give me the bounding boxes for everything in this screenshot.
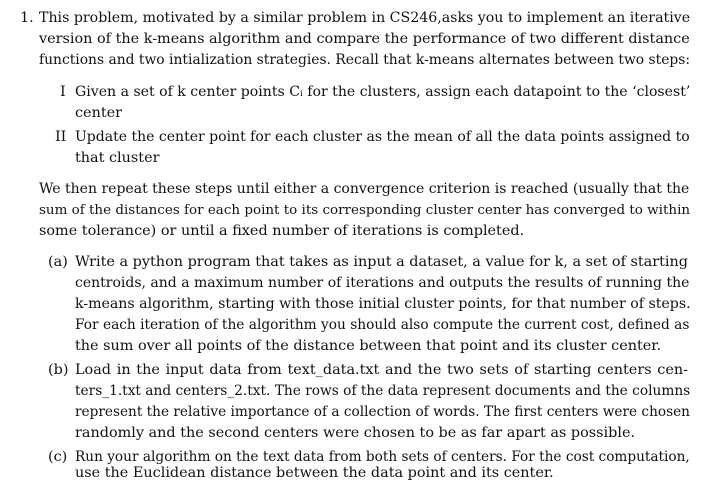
repeat-line: We then repeat these steps until either a convergence criterion is reached (usually that the (39, 181, 690, 197)
part-line: randomly and the second centers were chosen to be as far apart as possible. (75, 425, 636, 441)
step-marker: II (55, 129, 67, 145)
part-line: k-means algorithm, starting with those initial cluster points, for that number of steps. (75, 296, 691, 312)
part-line: Write a python program that takes as input a dataset, a value for k, a set of starting (75, 254, 688, 270)
repeat-line: some tolerance) or until a fixed number of iterations is completed. (39, 223, 525, 239)
step-line: center (75, 105, 123, 121)
part-label: (c) (48, 449, 68, 465)
intro-line: This problem, motivated by a similar problem in CS246,asks you to implement an iterative (39, 10, 691, 26)
part-label: (b) (48, 362, 69, 378)
part-line: ters_1.txt and centers_2.txt. The rows of the data represent documents and the columns (75, 383, 691, 399)
part-line: For each iteration of the algorithm you should also compute the current cost, defined as (75, 317, 690, 333)
intro-line: version of the k-means algorithm and compare the performance of two different distance (39, 31, 690, 47)
part-line: represent the relative importance of a collection of words. The first centers were chosen (75, 404, 690, 420)
step-line: that cluster (75, 150, 160, 166)
part-line: centroids, and a maximum number of iterations and outputs the results of running the (75, 275, 690, 291)
step-line: Update the center point for each cluster as the mean of all the data points assigned to (75, 129, 690, 145)
intro-line: functions and two intialization strategies. Recall that k-means alternates between two steps: (39, 52, 691, 68)
repeat-line: sum of the distances for each point to its corresponding cluster center has converged to within (39, 202, 691, 218)
part-label: (a) (48, 254, 68, 270)
part-line: the sum over all points of the distance between that point and its cluster center. (75, 338, 662, 354)
part-line: Load in the input data from text_data.txt and the two sets of starting centers cen- (75, 362, 688, 378)
step-line: Given a set of k center points Cᵢ for the clusters, assign each datapoint to the ‘closest’ (75, 84, 691, 100)
part-line: use the Euclidean distance between the data point and its center. (75, 465, 554, 481)
problem-number: 1. (20, 10, 34, 26)
step-marker: I (60, 84, 66, 100)
part-line: Run your algorithm on the text data from both sets of centers. For the cost computation, (75, 449, 690, 465)
